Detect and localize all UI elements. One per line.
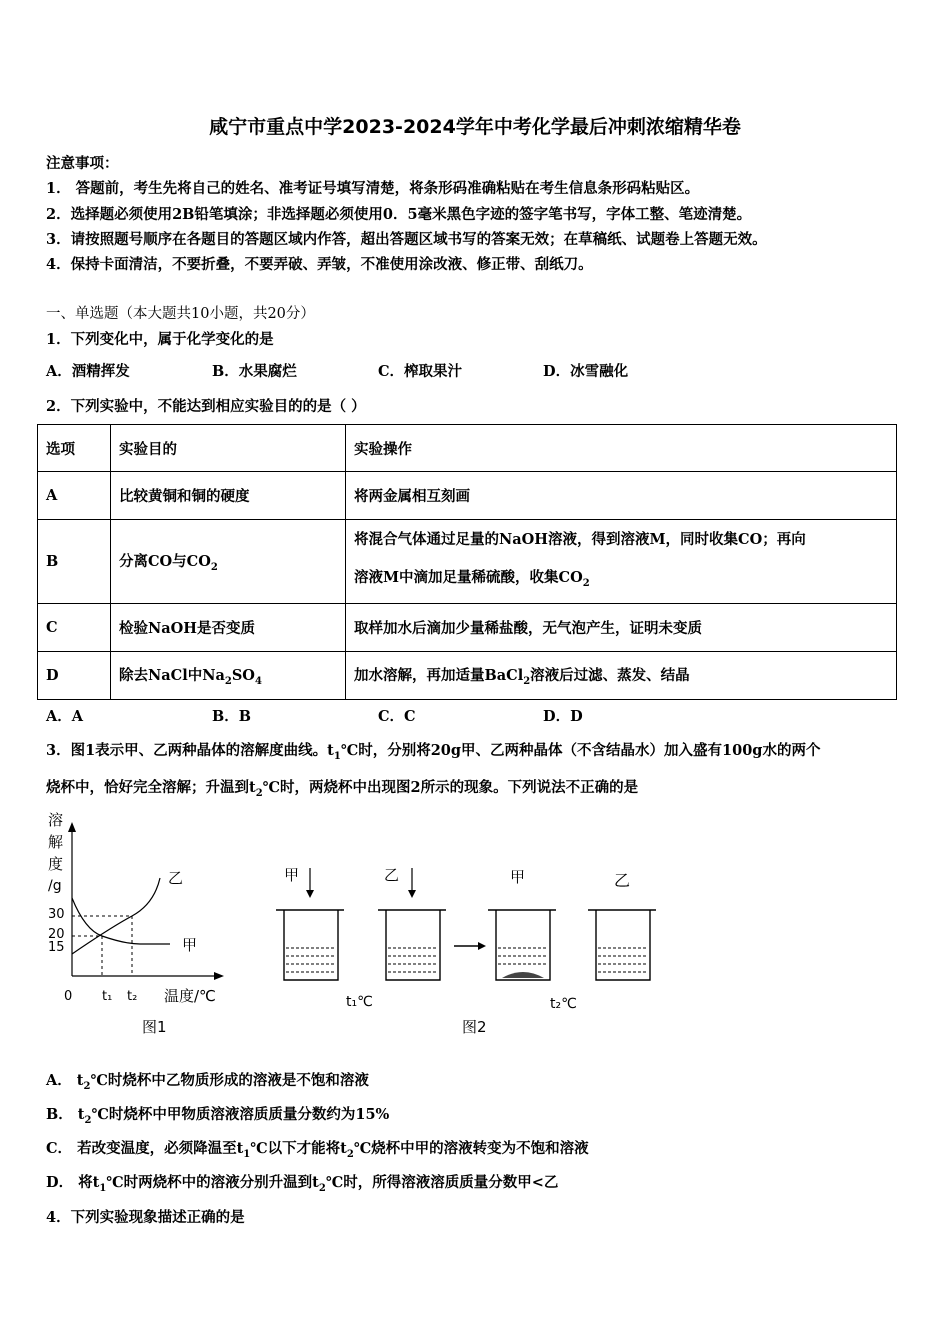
- q2-option-a: A．A: [46, 708, 84, 725]
- beaker4-label: 乙: [614, 871, 631, 890]
- table-row: [38, 652, 897, 700]
- row-b-goal-text: 分离CO与CO: [119, 553, 211, 571]
- notice-item-1: 1． 答题前，考生先将自己的姓名、准考证号填写清楚，将条形码准确粘贴在考生信息条形码粘贴区。: [46, 180, 700, 197]
- q3-option-c-b: ℃以下才能将t: [250, 1140, 347, 1157]
- beaker4-liquid: [598, 948, 648, 972]
- q3-option-d: [46, 1171, 558, 1194]
- row-a-option: A: [38, 472, 111, 520]
- beaker1-liquid: [286, 948, 336, 972]
- xtick-t1: t₁: [102, 989, 113, 1004]
- table-header-goal: 实验目的: [111, 425, 346, 472]
- q1-stem: 1．下列变化中，属于化学变化的是: [46, 331, 274, 348]
- beaker4: [588, 910, 656, 980]
- beaker3: [488, 910, 556, 980]
- q2-option-c: C．C: [378, 708, 416, 725]
- q3-stem-line1-sub: 1: [333, 750, 341, 762]
- row-b-operation: [346, 520, 897, 604]
- q3-option-c-sub2: 2: [346, 1148, 354, 1160]
- q3-option-b-b: ℃时烧杯中甲物质溶液溶质质量分数约为15%: [91, 1106, 390, 1123]
- q3-stem-line2-sub: 2: [255, 787, 263, 799]
- q3-option-d-sub2: 2: [318, 1182, 326, 1194]
- ylabel-char-4: /g: [48, 878, 62, 894]
- table-header-row: [38, 425, 897, 472]
- q3-option-d-b: ℃时两烧杯中的溶液分别升温到t: [106, 1174, 319, 1191]
- row-d-operation: [346, 652, 897, 700]
- row-d-goal-b: SO: [231, 667, 255, 685]
- q3-option-d-sub1: 1: [99, 1182, 107, 1194]
- row-c-option: C: [38, 604, 111, 652]
- q2-option-d: D．D: [543, 708, 583, 725]
- y-axis-arrow: [68, 822, 76, 832]
- q3-stem-line1: [46, 739, 820, 762]
- q3-option-c: [46, 1137, 589, 1160]
- q3-option-c-sub1: 1: [243, 1148, 251, 1160]
- row-d-goal-a: 除去NaCl中Na: [119, 667, 225, 685]
- q3-option-c-a: C． 若改变温度，必须降温至t: [46, 1140, 244, 1157]
- x-axis-arrow: [214, 972, 224, 980]
- row-d-goal: [111, 652, 346, 700]
- q1-option-a: A．酒精挥发: [46, 363, 130, 380]
- curve-yi-label: 乙: [168, 869, 184, 887]
- row-b-goal: [111, 520, 346, 604]
- xtick-0: 0: [64, 989, 73, 1004]
- ylabel-char-2: 解: [48, 833, 64, 851]
- q3-option-b-sub: 2: [84, 1114, 92, 1126]
- beaker1-arrow-head: [306, 890, 314, 898]
- xlabel: 温度/℃: [164, 987, 216, 1005]
- table-header-option: 选项: [38, 425, 111, 472]
- q3-figure: [40, 808, 680, 1048]
- q2-option-b: B．B: [212, 708, 252, 725]
- q1-option-d: D．冰雪融化: [543, 363, 629, 380]
- q3-stem-line1-a: 3．图1表示甲、乙两种晶体的溶解度曲线。t: [46, 742, 334, 759]
- figure2-beakers: [276, 866, 656, 1036]
- q3-option-b: [46, 1103, 389, 1126]
- ylabel-char-3: 度: [48, 855, 64, 873]
- exam-title: 咸宁市重点中学2023-2024学年中考化学最后冲刺浓缩精华卷: [209, 116, 741, 138]
- notice-item-2: 2．选择题必须使用2B铅笔填涂；非选择题必须使用0．5毫米黑色字迹的签字笔书写，字体工整、笔迹清楚。: [46, 206, 752, 223]
- table-row: [38, 520, 897, 604]
- row-b-operation-line2-text: 溶液M中滴加足量稀硫酸，收集CO: [354, 568, 583, 586]
- q2-table: [37, 424, 897, 700]
- figure1-solubility-chart: [48, 811, 224, 1036]
- q3-stem-line2-a: 烧杯中，恰好完全溶解；升温到t: [46, 779, 256, 796]
- transition-arrow-head: [478, 942, 486, 950]
- table-row: [38, 604, 897, 652]
- ytick-15: 15: [48, 940, 65, 955]
- row-c-goal: 检验NaOH是否变质: [111, 604, 346, 652]
- q3-stem-line1-b: ℃时，分别将20g甲、乙两种晶体（不含结晶水）加入盛有100g水的两个: [340, 742, 821, 759]
- row-d-option: D: [38, 652, 111, 700]
- q3-option-a-a: A． t: [46, 1072, 84, 1089]
- q1-option-c: C．榨取果汁: [378, 363, 463, 380]
- beaker2-liquid: [388, 948, 438, 972]
- row-b-operation-line2-sub: 2: [582, 577, 590, 589]
- q3-option-b-a: B． t: [46, 1106, 85, 1123]
- table-row: [38, 472, 897, 520]
- row-d-goal-s2: 4: [254, 675, 262, 687]
- beaker2-arrow-head: [408, 890, 416, 898]
- beaker2-label: 乙: [384, 866, 400, 884]
- ytick-20: 20: [48, 927, 65, 942]
- notice-item-3: 3．请按照题号顺序在各题目的答题区域内作答，超出答题区域书写的答案无效；在草稿纸、试题卷上答题无效。: [46, 231, 767, 248]
- beaker3-liquid: [498, 948, 548, 964]
- q3-option-a-sub: 2: [83, 1080, 91, 1092]
- curve-jia: [72, 898, 170, 944]
- ytick-30: 30: [48, 907, 65, 922]
- beaker1-label: 甲: [284, 866, 300, 884]
- beaker1: [276, 910, 344, 980]
- notice-item-4: 4．保持卡面清洁，不要折叠，不要弄破、弄皱，不准使用涂改液、修正带、刮纸刀。: [46, 256, 593, 273]
- figure1-caption: 图1: [142, 1018, 167, 1036]
- beaker3-label: 甲: [510, 868, 526, 886]
- row-d-operation-a: 加水溶解，再加适量BaCl: [354, 667, 524, 685]
- row-d-goal-s1: 2: [224, 675, 232, 687]
- row-d-operation-sub: 2: [523, 675, 531, 687]
- row-a-goal: 比较黄铜和铜的硬度: [111, 472, 346, 520]
- q3-option-d-a: D． 将t: [46, 1174, 100, 1191]
- notice-heading: 注意事项：: [46, 155, 119, 172]
- row-d-operation-b: 溶液后过滤、蒸发、结晶: [530, 667, 690, 685]
- temp-t1: t₁℃: [346, 994, 373, 1010]
- xtick-t2: t₂: [127, 989, 138, 1004]
- beaker2: [378, 910, 446, 980]
- section-heading: 一、单选题（本大题共10小题，共20分）: [46, 306, 315, 322]
- row-b-option: B: [38, 520, 111, 604]
- row-c-operation: 取样加水后滴加少量稀盐酸，无气泡产生，证明未变质: [346, 604, 897, 652]
- ylabel-char-1: 溶: [48, 811, 64, 829]
- q2-stem: 2．下列实验中，不能达到相应实验目的的是（ ）: [46, 398, 366, 415]
- q4-stem: 4．下列实验现象描述正确的是: [46, 1209, 245, 1226]
- row-b-operation-line1: 将混合气体通过足量的NaOH溶液，得到溶液M，同时收集CO；再向: [354, 530, 806, 548]
- q3-stem-line2-b: ℃时，两烧杯中出现图2所示的现象。下列说法不正确的是: [262, 779, 639, 796]
- q3-option-a-b: ℃时烧杯中乙物质形成的溶液是不饱和溶液: [90, 1072, 369, 1089]
- row-b-operation-line2: [354, 559, 888, 603]
- row-a-operation: 将两金属相互刻画: [346, 472, 897, 520]
- figure2-caption: 图2: [462, 1018, 487, 1036]
- q3-stem-line2: [46, 776, 638, 799]
- q1-option-b: B．水果腐烂: [212, 363, 297, 380]
- beaker3-precipitate: [502, 972, 544, 978]
- curve-jia-label: 甲: [182, 936, 198, 954]
- temp-t2: t₂℃: [550, 996, 577, 1012]
- row-b-goal-sub: 2: [210, 561, 218, 573]
- q3-option-a: [46, 1069, 369, 1092]
- table-header-operation: 实验操作: [346, 425, 897, 472]
- q3-option-d-c: ℃时，所得溶液溶质质量分数甲<乙: [325, 1174, 559, 1191]
- q3-option-c-c: ℃烧杯中甲的溶液转变为不饱和溶液: [353, 1140, 589, 1157]
